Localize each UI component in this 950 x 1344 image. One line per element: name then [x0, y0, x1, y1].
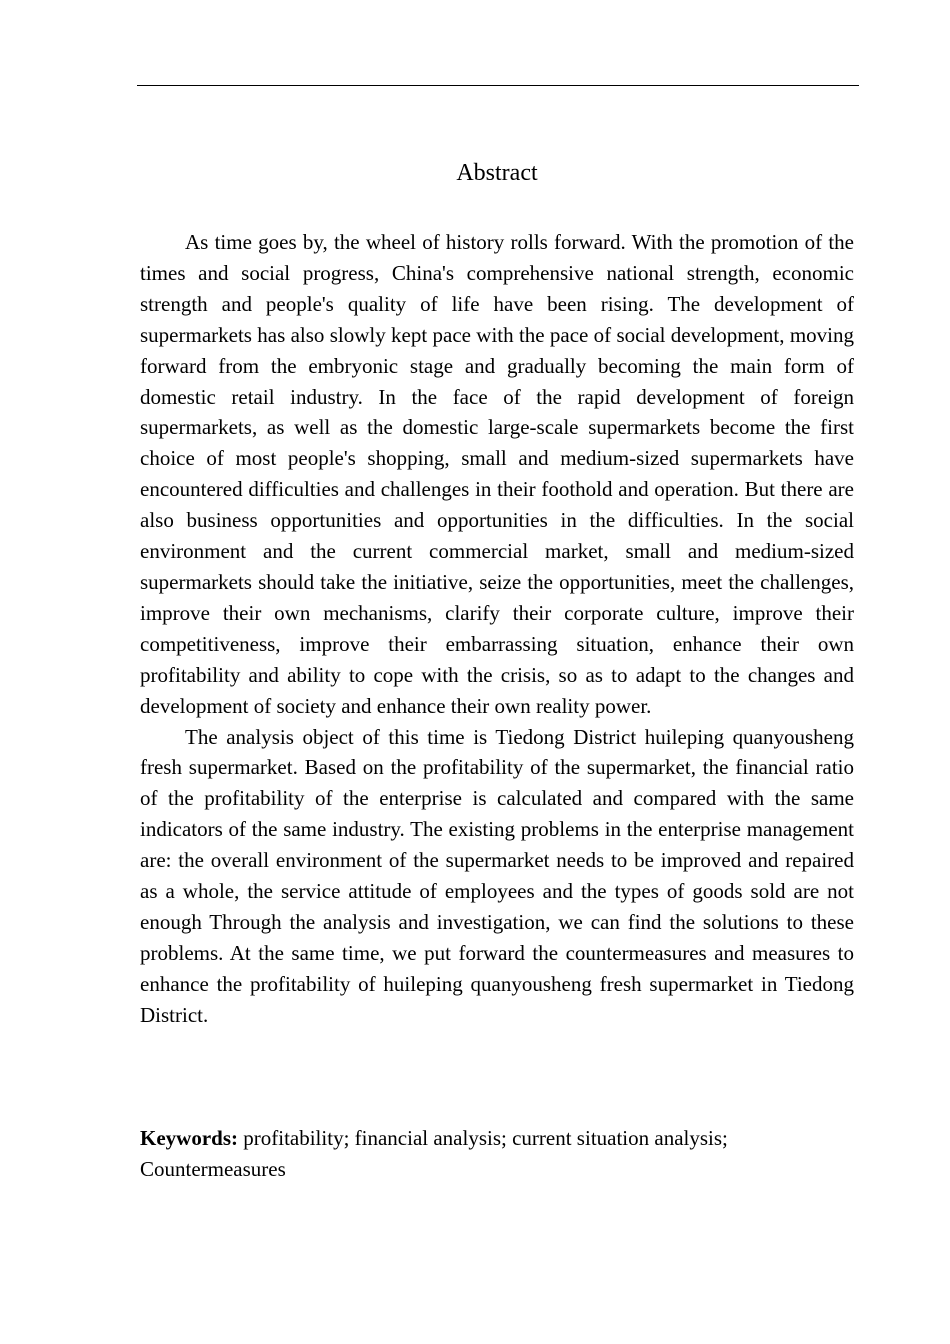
abstract-paragraph-1: As time goes by, the wheel of history rolls forward. With the promotion of the times and social progress, China's comprehensive national strength, economic strength and people's quality of life have been rising. The development of supermarkets has also slowly kept pace with the pace of social development, moving forward from the embryonic stage and gradually becoming the main form of domestic retail industry. In the face of the rapid development of foreign supermarkets, as well as the domestic large-scale supermarkets become the first choice of most people's shopping, small and medium-sized supermarkets have encountered difficulties and challenges in their foothold and operation. But there are also business opportunities and opportunities in the difficulties. In the social environment and the current commercial market, small and medium-sized supermarkets should take the initiative, seize the opportunities, meet the challenges, improve their own mechanisms, clarify their corporate culture, improve their competitiveness, improve their embarrassing situation, enhance their own profitability and ability to cope with the crisis, so as to adapt to the changes and development of society and enhance their own reality power. — [140, 230, 854, 718]
keywords-block — [140, 1123, 854, 1185]
abstract-body — [140, 227, 854, 1031]
abstract-title: Abstract — [456, 160, 538, 186]
keywords-line-2: Countermeasures — [140, 1156, 286, 1181]
keywords-label: Keywords: — [140, 1126, 238, 1150]
abstract-paragraph-2: The analysis object of this time is Tiedong District huileping quanyousheng fresh supermarket. Based on the profitability of the supermarket, the financial ratio of the profitability of the enterprise is calculated and compared with the same indicators of the same industry. The existing problems in the enterprise management are: the overall environment of the supermarket needs to be improved and repaired as a whole, the service attitude of employees and the types of goods sold are not enough Through the analysis and investigation, we can find the solutions to these problems. At the same time, we put forward the countermeasures and measures to enhance the profitability of huileping quanyousheng fresh supermarket in Tiedong District. — [140, 724, 854, 1027]
keywords-line-1: profitability; financial analysis; current situation analysis; — [243, 1126, 728, 1150]
header-rule — [137, 85, 859, 86]
